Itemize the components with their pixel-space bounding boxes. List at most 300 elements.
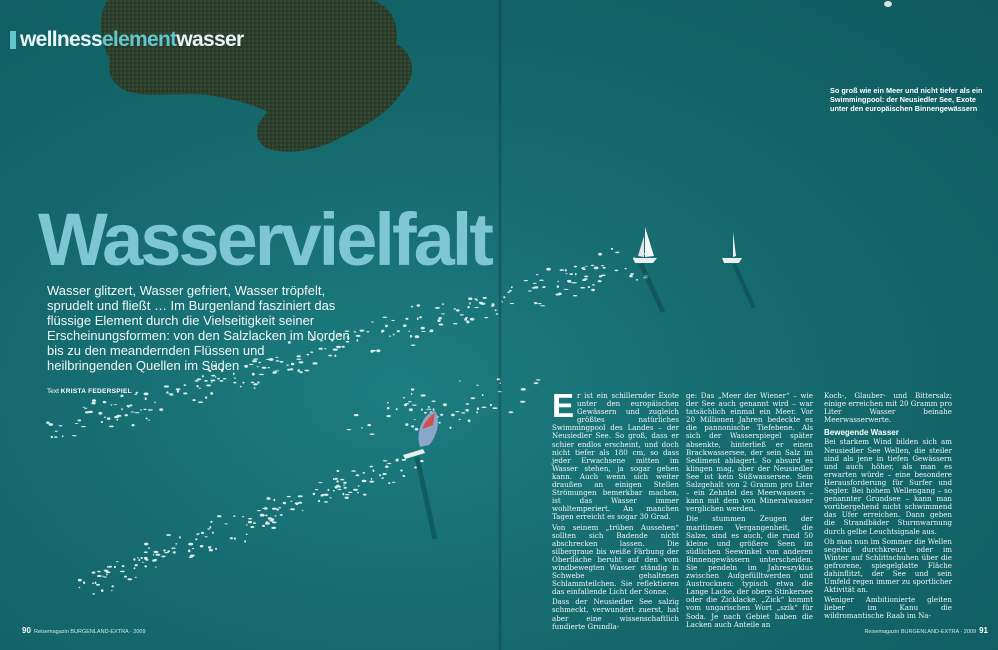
glint [51,436,53,438]
glint [569,273,573,275]
glint [383,460,387,461]
glint [585,266,587,267]
glint [400,469,402,471]
glint [403,324,407,327]
glint [533,283,537,284]
glint [127,578,132,580]
glint [630,273,634,275]
glint [363,494,367,496]
glint [130,412,134,413]
glint [389,336,391,337]
glint [495,309,497,311]
glint [477,407,479,410]
glint [594,267,599,270]
glint [403,475,405,477]
glint [83,581,85,584]
glint [98,412,102,415]
glint [111,585,114,587]
glint [611,248,613,250]
glint [379,474,381,476]
glint [253,383,258,385]
glint [153,551,158,553]
glint [199,388,202,389]
glint [410,335,412,338]
glint [164,552,169,553]
glint [210,380,215,382]
paragraph-text: r ist ein schillernder Exote unter den europäischen Gewässern und zugleich größtes natürliches Swimmingpool des Landes – der Neusiedler See. So groß, dass er schier endlos erscheint, und doch nicht tiefer als 180 cm, so dass jeder Erwachsene mitten im Wasser stehen, ja sogar gehen kann. Auch wenn sich weiter draußen an einigen Stellen Strömungen bemerkbar machen, ist das Wasser immer wohltemperiert. An manchen Tagen erreicht es sogar 30 Grad. [552,391,679,522]
glint [419,316,422,318]
glint [318,500,320,503]
glint [192,548,194,549]
glint [211,375,215,377]
glint [116,415,121,417]
glint [534,302,537,304]
byline-label: Text [47,388,59,395]
glint [62,435,64,437]
glint [224,523,227,524]
section-rubric [10,30,243,50]
glint [217,515,221,517]
glint [435,307,440,309]
glint [536,379,540,380]
glint [114,566,116,568]
glint [629,275,633,278]
glint [574,266,577,268]
glint [201,532,204,534]
glint [437,319,440,322]
glint [363,472,366,474]
glint [538,303,542,304]
glint [196,385,198,387]
glint [198,401,203,403]
glint [528,290,532,291]
glint [95,582,97,584]
glint [335,478,338,480]
glint [558,293,562,296]
paragraph: Von seinem „trüben Aussehen“ sollten sich Badende nicht abschrecken lassen. Die silbergraue bis weiße Färbung der Oberfläche beruht auf den vom windbewegten Wasser ständig in Schwebe gehaltenen Schlammteilchen. Sie reflektieren das einfallende Licht der Sonne. [552,522,679,597]
glint [385,325,388,327]
distant-boat [884,1,892,7]
glint [142,562,144,563]
glint [366,331,369,332]
glint [195,380,199,382]
glint [189,557,193,558]
glint [136,392,139,394]
glint [582,279,586,281]
glint [116,419,118,421]
glint [103,576,106,577]
glint [470,318,474,321]
glint [287,496,291,497]
glint [197,378,202,380]
glint [92,399,96,402]
glint [439,422,441,424]
glint [382,473,386,475]
glint [565,269,567,272]
glint [443,403,447,406]
glint [451,414,455,417]
glint [133,558,135,560]
glint [173,551,176,553]
glint [591,265,595,266]
glint [161,556,165,558]
glint [343,485,345,486]
paragraph: Koch-, Glauber- und Bittersalz; einige erreichen mit 20 Gramm pro Liter Wasser beinahe Meerwasserwerte. [824,391,952,425]
glint [381,330,384,333]
glint [248,518,252,520]
glint [615,252,619,254]
glint [573,295,577,296]
glint [338,489,342,490]
glint [108,566,112,568]
glint [135,577,137,578]
glint [251,382,254,384]
glint [184,384,187,386]
glint [503,296,505,298]
glint [144,393,149,396]
glint [411,345,416,346]
glint [636,279,638,281]
glint [371,321,373,322]
glint [386,415,390,417]
glint [253,522,256,524]
glint [278,507,281,508]
glint [383,317,388,318]
glint [107,417,111,420]
glint [163,549,165,551]
glint [433,408,435,411]
glint [215,548,217,550]
glint [367,424,371,426]
glint [564,289,569,290]
glint [254,387,256,389]
glint [156,554,161,556]
glint [192,399,195,401]
glint [252,373,255,376]
glint [179,536,181,539]
glint [370,466,373,468]
glint [198,533,200,534]
glint [81,426,86,427]
glint [209,549,213,551]
folio-right-text: Reisemagazin BURGENLAND-EXTRA · 2009 [864,629,977,635]
glint [476,385,479,386]
glint [266,497,270,500]
glint [360,330,365,332]
glint [101,421,103,423]
glint [465,409,469,412]
glint [116,561,118,562]
glint [124,576,127,578]
glint [469,302,471,305]
glint [233,515,235,517]
glint [534,382,538,384]
glint [134,394,137,395]
glint [78,579,82,582]
glint [336,485,339,488]
glint [171,548,175,549]
glint [143,409,146,410]
glint [421,408,423,411]
glint [144,543,148,546]
glint [421,331,426,332]
glint [432,401,436,402]
glint [459,419,461,421]
glint [521,388,526,391]
glint [271,518,274,520]
glint [492,407,497,409]
glint [144,565,147,567]
glint [215,376,217,377]
glint [204,380,208,382]
glint [510,303,514,304]
glint [482,394,484,396]
glint [575,273,577,276]
glint [83,407,86,408]
glint [144,551,148,553]
page-number-left: 90 [22,626,31,635]
glint [188,543,193,546]
glint [166,534,171,536]
glint [75,423,79,424]
glint [273,499,275,502]
glint [388,482,390,484]
glint [330,497,332,498]
glint [440,414,443,416]
glint [135,412,140,413]
glint [414,419,416,420]
paragraph: Die stummen Zeugen der maritimen Vergangenheit, die Salze, sind es auch, die rund 50 kleine und größere Seen im südlichen Seewinkel von anderen Binnengewässern unterscheiden. Sie pendeln im Jahreszyklus zwischen Aufgefülltwerden und Austrocknen: typisch etwa die Lange Lacke, der obere Stinkersee oder die Zicklacke. „Zick“ kommt vom ungarischen Wort „szik“ für Soda. Je nach Gebiet haben die Lacken auch Anteile an [686,514,813,629]
glint [357,492,359,494]
glint [461,412,465,413]
glint [202,375,204,377]
glint [111,590,113,591]
glint [625,268,627,269]
glint [456,309,460,311]
glint [369,481,374,483]
glint [125,414,128,416]
glint [345,497,349,499]
glint [603,267,606,269]
glint [324,501,328,502]
glint [415,428,419,431]
glint [259,374,264,375]
glint [343,482,346,484]
text-column-1 [552,387,679,633]
glint [176,388,181,390]
glint [260,514,265,517]
glint [333,490,335,492]
glint [426,409,431,410]
sailboat-spinnaker [403,411,438,539]
glint [467,306,469,308]
glint [475,299,478,300]
glint [543,286,546,288]
glint [474,307,478,308]
glint [580,287,585,289]
glint [411,306,413,308]
text-column-2 [686,392,813,631]
glint [397,458,399,459]
paragraph: Bei starkem Wind bilden sich am Neusiedler See Wellen, die steiler sind als jene in tiefen Gewässern und auch höher, als man es erwarten würde – eine besondere Herausforderung für Surfer und Segler. Bei hohem Wellengang – so genannter Grundsee – kann man vorübergehend nicht schwimmend das Ufer erreichen. Dann geben die Strandbäder Sturmwarnung durch gelbe Leuchtsignale aus. [824,437,952,536]
glint [480,303,485,305]
folio-left [22,626,146,635]
glint [438,317,442,319]
glint [55,431,58,432]
glint [430,329,434,332]
glint [140,409,142,410]
glint [54,436,57,438]
glint [539,280,544,281]
glint [154,402,156,403]
glint [453,323,457,324]
glint [421,394,426,396]
glint [234,537,236,540]
glint [103,401,107,403]
rubric-bar [10,31,16,49]
glint [262,508,266,509]
glint [403,397,405,398]
glint [373,350,376,352]
page-number-right: 91 [979,626,988,635]
glint [408,331,410,332]
glint [397,330,400,332]
glint [455,411,459,412]
glint [546,268,551,271]
glint [265,515,268,517]
glint [79,587,81,589]
glint [106,574,108,576]
glint [183,392,187,394]
glint [439,324,444,326]
text-column-3 [824,392,952,623]
glint [598,280,602,282]
glint [337,470,340,472]
glint [220,380,224,382]
glint [46,422,49,424]
glint [333,478,335,480]
glint [59,425,63,426]
glint [387,402,389,404]
glint [134,567,136,569]
glint [347,429,352,430]
glint [148,420,151,421]
glint [391,320,394,321]
glint [408,401,412,402]
glint [476,411,478,413]
glint [290,508,295,510]
glint [109,426,114,428]
glint [137,557,139,558]
glint [246,534,248,536]
glint [373,469,375,472]
glint [250,526,254,528]
glint [441,313,445,314]
glint [572,282,577,283]
glint [353,489,358,491]
glint [302,510,304,511]
glint [148,547,150,549]
glint [509,411,514,413]
glint [223,378,227,379]
glint [275,515,277,516]
glint [385,465,388,468]
glint [210,521,212,523]
glint [167,550,170,552]
glint [583,267,585,268]
glint [257,510,261,511]
glint [601,275,605,277]
glint [464,318,467,321]
glint [371,478,373,480]
glint [296,503,299,505]
glint [393,334,395,336]
glint [540,305,545,306]
glint [415,335,420,338]
glint [387,463,391,464]
subheading: Bewegende Wasser [824,428,899,438]
glint [146,418,148,420]
paragraph [552,387,679,522]
glint [411,425,414,427]
glint [482,407,487,409]
glint [460,314,464,315]
glint [381,477,384,479]
glint [428,406,430,408]
glint [205,536,208,537]
glint [591,289,595,291]
glint [376,349,380,352]
glint [405,318,408,320]
glint [88,411,93,413]
glint [396,408,398,410]
photo-caption: So groß wie ein Meer und nicht tiefer als ein Swimmingpool: der Neusiedler See, Exote unter den europäischen Binnengewässern [830,86,983,113]
glint [280,514,283,516]
glint [205,396,207,398]
glint [121,408,123,410]
glint [340,479,344,481]
glint [345,494,350,495]
glint [449,427,451,430]
glint [244,540,246,543]
glint [468,297,472,300]
glint [411,388,414,390]
glint [290,501,292,502]
glint [592,284,595,285]
glint [257,381,259,383]
glint [177,390,179,392]
article-lead: Wasser glitzert, Wasser gefriert, Wasser tröpfelt, sprudelt und fließt … Im Burgenland fasziniert das flüssige Element durch die Vielseitigkeit seiner Erscheinungsformen: von den Salzlacken im Norden bis zu den meandernden Flüssen und heilbringenden Quellen im Süden [47,283,350,373]
glint [584,276,588,278]
glint [145,559,149,561]
glint [370,433,375,435]
paragraph: Weniger Ambitionierte gleiten lieber im Kanu die wildromantische Raab im Na- [824,595,952,621]
glint [343,493,345,496]
glint [354,331,357,332]
glint [356,335,361,337]
folio-left-text: Reisemagazin BURGENLAND-EXTRA · 2009 [33,629,146,635]
glint [97,571,101,573]
glint [148,409,153,410]
glint [102,576,104,577]
glint [412,405,417,406]
glint [49,423,54,426]
glint [520,401,525,403]
glint [532,287,536,289]
glint [240,386,242,388]
glint [92,572,96,574]
glint [154,559,157,561]
